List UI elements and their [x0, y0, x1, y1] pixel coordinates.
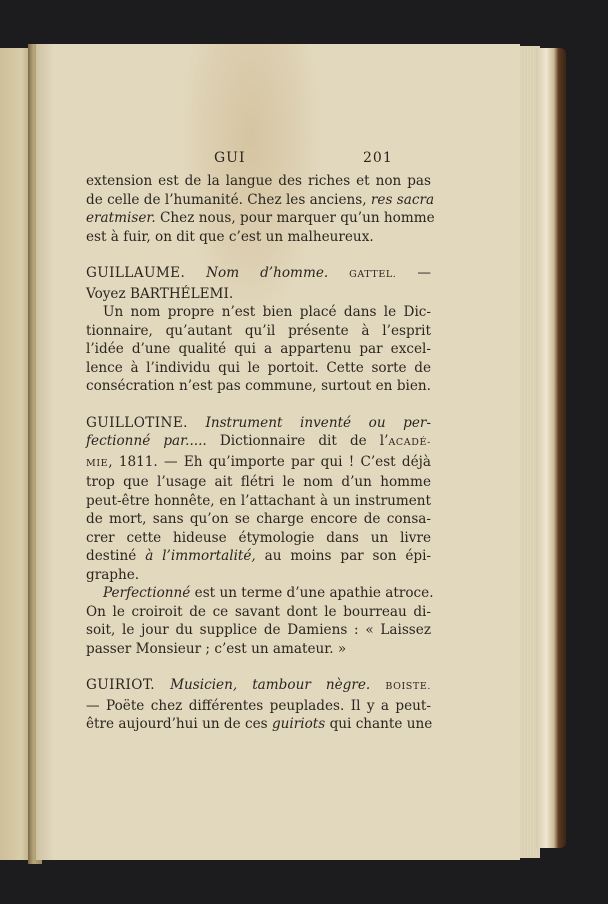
text-line: de celle de l’humanité. Chez les anciens, res sacra: [86, 191, 435, 208]
text-line: Perfectionné est un terme d’une apathie atroce.: [103, 585, 434, 601]
text-line: est à fuir, on dit que c’est un malheureux.: [86, 228, 374, 245]
entry-guillaume-headline: GUILLAUME. Nom d’homme. GATTEL. —: [86, 265, 431, 281]
text-line: extension est de la langue des riches et non pas: [86, 173, 431, 189]
page-number: 201: [363, 150, 393, 166]
text-line: graphe.: [86, 566, 140, 583]
text-line: — Poëte chez différentes peuplades. Il y a peut-: [86, 697, 431, 714]
entry-headword: GUILLAUME.: [86, 265, 186, 281]
text-line: trop que l’usage ait flétri le nom d’un homme: [86, 474, 431, 490]
text-line: de mort, sans qu’on se charge encore de consa-: [86, 511, 431, 527]
book-cover-edge: [536, 48, 566, 848]
text-line: consécration n’est pas commune, surtout en bien.: [86, 378, 431, 394]
entry-headword: GUILLOTINE.: [86, 414, 188, 431]
page-text: [86, 172, 435, 734]
running-head: [36, 150, 520, 170]
text-line: soit, le jour du supplice de Damiens : « Laissez: [86, 622, 431, 638]
text-line: passer Monsieur ; c’est un amateur. »: [86, 640, 347, 657]
entry-guiriot-headline: GUIRIOT. Musicien, tambour nègre. BOISTE.: [86, 677, 432, 693]
text-line: lence à l’individu qui le portoit. Cette sorte de: [86, 359, 431, 376]
text-line: On le croiroit de ce savant dont le bourreau di-: [86, 603, 431, 620]
text-line: crer cette hideuse étymologie dans un livre: [86, 529, 431, 546]
running-head-title: GUI: [214, 150, 246, 166]
text-line: l’idée d’une qualité qui a appartenu par excel-: [86, 341, 431, 357]
text-line: MIE, 1811. — Eh qu’importe par qui ! C’est déjà: [86, 453, 431, 470]
text-line: Un nom propre n’est bien placé dans le Dic-: [103, 304, 431, 320]
text-line: être aujourd’hui un de ces guiriots qui chante une: [86, 716, 433, 732]
book-page: [36, 44, 520, 860]
text-line: Voyez BARTHÉLEMI.: [86, 285, 234, 302]
entry-guillotine-headline: GUILLOTINE. Instrument inventé ou per-: [86, 414, 431, 431]
entry-headword: GUIRIOT.: [86, 677, 156, 693]
text-line: tionnaire, qu’autant qu’il présente à l’esprit: [86, 322, 431, 339]
text-line: fectionné par..... Dictionnaire dit de l’ACADÉ-: [86, 433, 431, 449]
text-line: destiné à l’immortalité, au moins par son épi-: [86, 548, 432, 564]
text-line: peut-être honnête, en l’attachant à un instrument: [86, 492, 431, 509]
text-line: eratmiser. Chez nous, pour marquer qu’un homme: [86, 210, 435, 226]
